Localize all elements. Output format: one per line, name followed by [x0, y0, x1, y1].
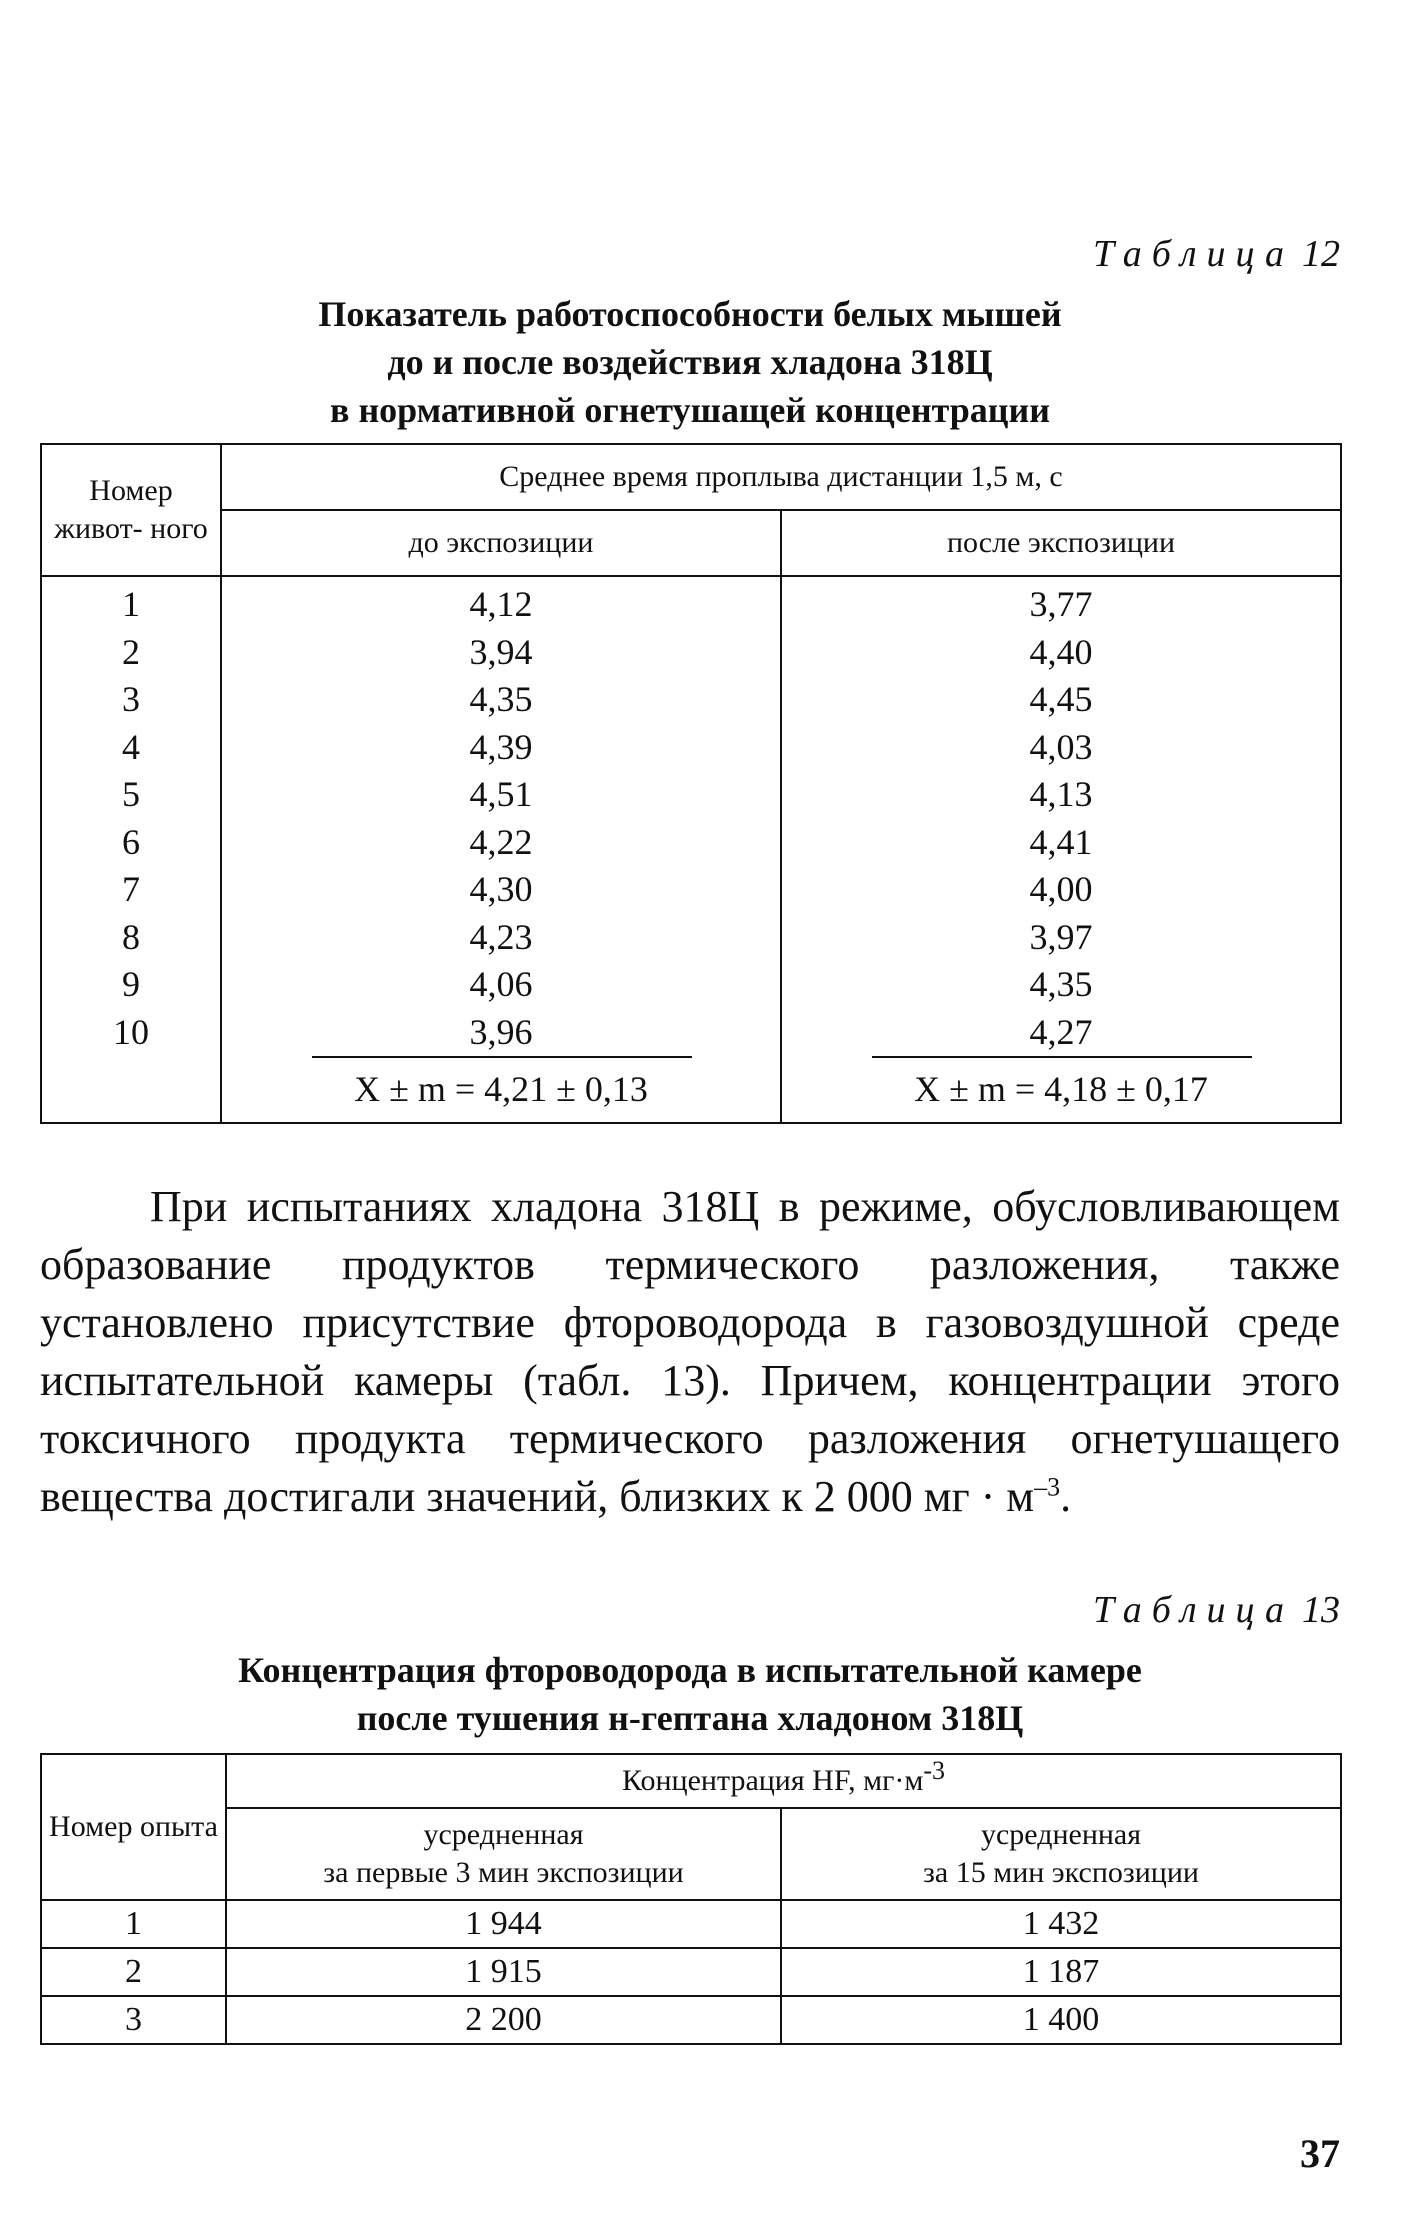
before-value: 3,94 [469, 631, 533, 672]
before-value: 4,23 [469, 916, 533, 957]
experiment-number: 2 [41, 1948, 226, 1996]
experiment-number: 1 [41, 1900, 226, 1948]
before-value: 4,06 [469, 964, 533, 1004]
table-12-label-number: 12 [1302, 233, 1340, 275]
table-13 [40, 1753, 1342, 2045]
table-13-caption-line: после тушения н-гептана хладоном 318Ц [356, 1698, 1024, 1738]
mean-row-empty-cell [41, 1056, 221, 1123]
paragraph-end: . [1060, 1472, 1072, 1521]
table-row [41, 1900, 1341, 1948]
header-line: усредненная [980, 1818, 1142, 1851]
animal-number: 8 [122, 916, 140, 957]
animal-number: 9 [122, 964, 140, 1004]
after-value: 3,97 [1029, 916, 1093, 957]
table-13-label [1093, 1588, 1340, 1632]
animal-number: 6 [122, 821, 140, 862]
column-header-before-exposure: до экспозиции [221, 510, 781, 576]
column-header-15-min [781, 1808, 1341, 1900]
experiment-number: 3 [41, 1996, 226, 2044]
paragraph-exponent: –3 [1034, 1472, 1061, 1502]
mean-before-cell [221, 1056, 781, 1123]
after-value: 4,40 [1029, 631, 1093, 672]
column-header-swim-time: Среднее время проплыва дистанции 1,5 м, с [221, 444, 1341, 510]
column-header-first-3-min [226, 1808, 781, 1900]
after-value: 3,77 [1029, 584, 1093, 624]
column-header-hf-concentration [226, 1754, 1341, 1808]
header-line: за 15 мин экспозиции [923, 1856, 1199, 1889]
after-value: 4,00 [1029, 869, 1093, 909]
15-min-value: 1 187 [781, 1948, 1341, 1996]
table-12-label-word: Таблица [1093, 233, 1294, 275]
before-value: 4,12 [469, 584, 533, 624]
table-13-label-number: 13 [1302, 1589, 1340, 1631]
animal-number: 1 [122, 584, 140, 624]
paragraph-text [40, 1178, 1340, 1526]
animal-number: 2 [122, 631, 140, 672]
table-13-caption-line: Концентрация фтороводорода в испытательной камере [238, 1650, 1142, 1690]
header-line: за первые 3 мин экспозиции [323, 1856, 684, 1889]
animal-number: 10 [113, 1011, 149, 1052]
before-value: 4,30 [469, 869, 533, 909]
after-value: 4,13 [1029, 774, 1093, 814]
column-header-experiment-number: Номер опыта [41, 1754, 226, 1900]
before-value: 4,39 [469, 726, 533, 767]
paragraph-main-text: При испытаниях хладона 318Ц в режиме, обусловливающем образование продуктов термического разложения, также установлено присутствие фтороводорода в газовоздушной среде испытательной камеры (табл. 13). Причем, концентрации этого токсичного продукта термического разложения огнетушащего вещества достигали значений, близких к 2 000 мг · м [40, 1182, 1340, 1521]
mean-divider-line [872, 1056, 1252, 1058]
body-paragraph [40, 1178, 1340, 1526]
before-value: 4,51 [469, 774, 533, 814]
document-page [40, 0, 1340, 2219]
15-min-value: 1 400 [781, 1996, 1341, 2044]
header-line: усредненная [423, 1818, 584, 1851]
mean-divider-line [312, 1056, 692, 1058]
after-value: 4,45 [1029, 679, 1093, 719]
after-values-column [781, 576, 1341, 1056]
animal-number: 4 [122, 726, 140, 767]
table-13-label-word: Таблица [1093, 1589, 1294, 1631]
column-header-after-exposure: после экспозиции [781, 510, 1341, 576]
table-12-label [1093, 232, 1340, 276]
mean-after: X ± m = 4,18 ± 0,17 [914, 1069, 1208, 1109]
after-value: 4,35 [1029, 964, 1093, 1004]
hf-concentration-label: Концентрация HF, мг·м [621, 1764, 924, 1797]
table-12 [40, 443, 1342, 1124]
animal-number: 7 [122, 869, 140, 909]
column-header-animal-number: Номер живот- ного [41, 444, 221, 576]
before-value: 3,96 [469, 1011, 533, 1052]
15-min-value: 1 432 [781, 1900, 1341, 1948]
table-12-caption-line: Показатель работоспособности белых мышей [318, 294, 1062, 334]
table-12-caption-line: до и после воздействия хладона 318Ц [387, 342, 993, 382]
table-row [41, 1996, 1341, 2044]
first-3-min-value: 1 944 [226, 1900, 781, 1948]
after-value: 4,27 [1029, 1011, 1093, 1052]
mean-after-cell [781, 1056, 1341, 1123]
before-value: 4,22 [469, 821, 533, 862]
mean-before: X ± m = 4,21 ± 0,13 [354, 1069, 648, 1109]
table-12-caption-line: в нормативной огнетушащей концентрации [330, 390, 1050, 430]
first-3-min-value: 2 200 [226, 1996, 781, 2044]
after-value: 4,41 [1029, 821, 1093, 862]
table-row [41, 1948, 1341, 1996]
before-value: 4,35 [469, 679, 533, 719]
hf-concentration-exponent: -3 [923, 1756, 946, 1785]
before-values-column [221, 576, 781, 1056]
animal-number-column [41, 576, 221, 1056]
first-3-min-value: 1 915 [226, 1948, 781, 1996]
animal-number: 5 [122, 774, 140, 814]
animal-number: 3 [122, 679, 140, 719]
page-number: 37 [1300, 2131, 1340, 2176]
table-12-caption [40, 290, 1340, 434]
table-13-caption [40, 1646, 1340, 1742]
after-value: 4,03 [1029, 726, 1093, 767]
